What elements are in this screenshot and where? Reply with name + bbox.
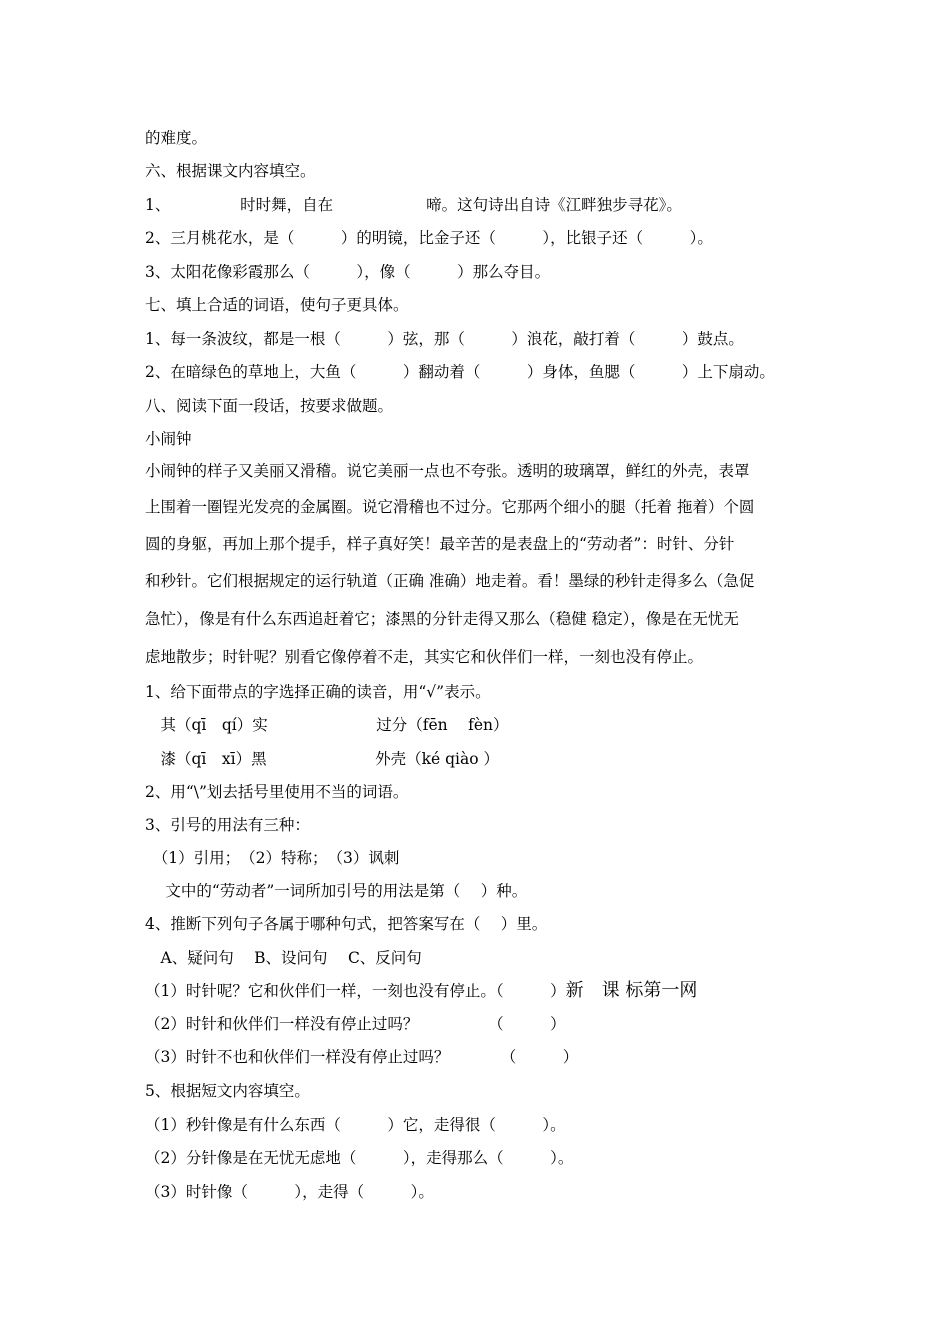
question-line: 其（qī qí）实 过分（fēn fèn） — [145, 716, 509, 734]
question-line: 5、根据短文内容填空。 — [145, 1082, 310, 1100]
question-line: 1、给下面带点的字选择正确的读音，用“√”表示。 — [145, 683, 491, 701]
question-line: （1）秒针像是有什么东西（ ）它，走得很（ ）。 — [145, 1116, 566, 1134]
passage-line: 圆的身躯，再加上那个提手，样子真好笑！最辛苦的是表盘上的“劳动者”：时针、分针 — [145, 535, 735, 553]
question-line: 3、引号的用法有三种： — [145, 816, 310, 834]
text-line: 3、太阳花像彩霞那么（ ），像（ ）那么夺目。 — [145, 263, 551, 281]
passage-line: 急忙），像是有什么东西追赶着它；漆黑的分针走得又那么（稳健 稳定），像是在无忧无 — [145, 610, 739, 628]
section-heading: 七、填上合适的词语，使句子更具体。 — [145, 296, 409, 314]
question-line — [145, 981, 697, 1001]
question-line: （1）引用； （2）特称； （3）讽刺 — [145, 849, 400, 867]
text-line: 1、每一条波纹，都是一根（ ）弦，那（ ）浪花，敲打着（ ）鼓点。 — [145, 330, 744, 348]
watermark-text: 新 课 标第一网 — [565, 980, 698, 1001]
question-text: （1）时针呢？它和伙伴们一样，一刻也没有停止。（ ） — [145, 982, 566, 1000]
question-line: 文中的“劳动者”一词所加引号的用法是第（ ）种。 — [145, 882, 528, 900]
text-line: 1、 时时舞，自在 啼。这句诗出自诗《江畔独步寻花》。 — [145, 196, 682, 214]
text-line: 2、在暗绿色的草地上，大鱼（ ）翻动着（ ）身体，鱼腮（ ）上下扇动。 — [145, 363, 775, 381]
section-heading: 六、根据课文内容填空。 — [145, 162, 316, 180]
question-line: A、疑问句 B、设问句 C、反问句 — [145, 949, 422, 967]
text-line: 2、三月桃花水，是（ ）的明镜，比金子还（ ），比银子还（ ）。 — [145, 229, 713, 247]
question-line: （2）时针和伙伴们一样没有停止过吗？ （ ） — [145, 1015, 566, 1033]
passage-line: 和秒针。它们根据规定的运行轨道（正确 准确）地走着。看！墨绿的秒针走得多么（急促 — [145, 572, 755, 590]
question-line: （2）分针像是在无忧无虑地（ ），走得那么（ ）。 — [145, 1149, 574, 1167]
text-line: 的难度。 — [145, 129, 208, 147]
question-line: 2、用“\”划去括号里使用不当的词语。 — [145, 783, 409, 801]
question-line: 4、推断下列句子各属于哪种句式，把答案写在（ ）里。 — [145, 915, 548, 933]
passage-title: 小闹钟 — [145, 430, 192, 448]
passage-line: 上围着一圈锃光发亮的金属圈。说它滑稽也不过分。它那两个细小的腿（托着 拖着）个圆 — [145, 498, 755, 516]
section-heading: 八、阅读下面一段话，按要求做题。 — [145, 397, 394, 415]
question-line: （3）时针不也和伙伴们一样没有停止过吗？ （ ） — [145, 1048, 579, 1066]
passage-line: 虑地散步；时针呢？别看它像停着不走，其实它和伙伴们一样，一刻也没有停止。 — [145, 648, 704, 666]
question-line: （3）时针像（ ），走得（ ）。 — [145, 1183, 434, 1201]
passage-line: 小闹钟的样子又美丽又滑稽。说它美丽一点也不夸张。透明的玻璃罩，鲜红的外壳，表罩 — [145, 462, 750, 480]
question-line: 漆（qī xī）黑 外壳（ké qiào ） — [145, 750, 499, 768]
